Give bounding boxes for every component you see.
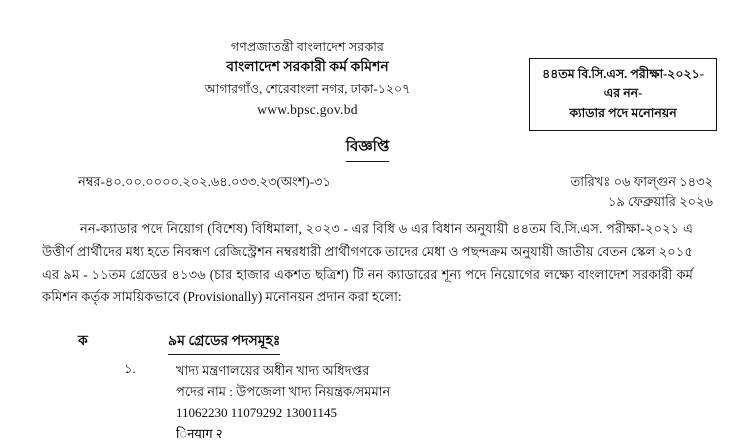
address-line: আগারগাঁও, শেরেবাংলা নগর, ঢাকা-১২০৭	[204, 82, 411, 97]
website-line: www.bpsc.gov.bd	[257, 101, 358, 117]
exam-title-box	[529, 58, 717, 131]
memo-date-row	[0, 172, 735, 214]
list-item-number: ১.	[124, 360, 136, 376]
date-english: ১৯ ফেব্রুয়ারি ২০২৬	[607, 193, 713, 209]
exam-title-line-1: ৪৪তম বি.সি.এস. পরীক্ষা-২০২১-এর নন-	[542, 67, 704, 101]
exam-title-line-2: ক্যাডার পদে মনোনয়ন	[569, 105, 677, 120]
notice-heading	[0, 135, 735, 162]
section-title: ৯ম গ্রেডের পদসমূহঃ	[168, 329, 280, 355]
commission-line: বাংলাদেশ সরকারী কর্ম কমিশন	[226, 60, 389, 76]
item-roll-numbers: 11062230 11079292 13001145	[176, 405, 338, 421]
government-line: গণপ্রজাতন্ত্রী বাংলাদেশ সরকার	[230, 40, 385, 54]
memo-number: নম্বর-৪০.০০.০০০০.২০২.৬৪.০৩৩.২৩(অংশ)-৩১	[78, 174, 331, 190]
date-block	[570, 172, 713, 211]
section-heading-row	[0, 329, 735, 351]
date-label: তারিখঃ	[570, 174, 611, 190]
list-item	[0, 360, 735, 444]
notice-heading-text: বিজ্ঞপ্তি	[346, 135, 390, 162]
item-partial-text: िनयाग २	[176, 426, 223, 442]
section-letter: ক	[78, 333, 88, 349]
item-post-name: পদের নাম : উপজেলা খাদ্য নিয়ন্ত্রক/সমমান	[176, 383, 391, 399]
paragraph-text: নন-ক্যাডার পদে নিয়োগ (বিশেষ) বিধিমালা, ২০২৩ - এর বিধি ৬ এর বিধান অনুযায়ী ৪৪তম বি.সি.এস. পরীক্ষা-২০২১ এ উত্তীর্ণ প্রার্থীদের মধ্য হতে নিবন্ধণ রেজিস্ট্রেশন নম্বরধারী প্রার্থীগণকে তাদের মেধা ও পছন্দক্রম অনুযায়ী জাতীয় বেতন স্কেল ২০১৫ এর ৯ম - ১১তম গ্রেডের ৪১৩৬ (চার হাজার একশত ছত্রিশ) টি নন ক্যাডারের শূন্য পদে নিয়োগের লক্ষ্যে বাংলাদেশ সরকারী কর্ম কমিশন কর্তৃক সাময়িকভাবে (Provisionally) মনোনয়ন প্রদান করা হলো:	[42, 221, 693, 305]
date-bengali: ০৬ ফাল্গুন ১৪৩২	[613, 174, 713, 190]
list-item-body	[176, 360, 735, 444]
notice-body-paragraph	[42, 218, 693, 309]
item-ministry: খাদ্য মন্ত্রণালয়ের অধীন খাদ্য অধিদপ্তর	[176, 362, 370, 378]
